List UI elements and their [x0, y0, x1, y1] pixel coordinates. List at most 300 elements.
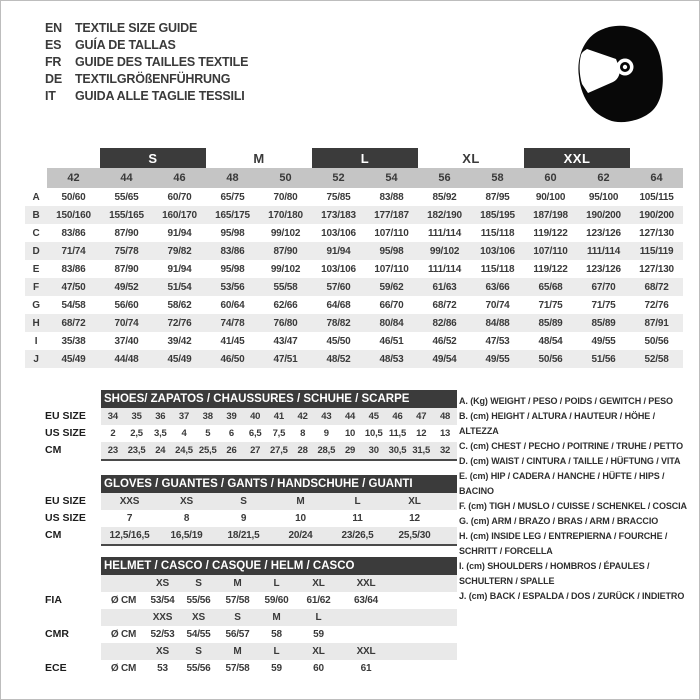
value-cell: 44/48: [114, 353, 139, 365]
value-cell: 12: [409, 513, 420, 524]
filler-cell: [443, 527, 457, 545]
size-row: [101, 408, 457, 425]
value-cell: 59/62: [379, 281, 404, 293]
value-cell: 187/198: [533, 209, 568, 221]
value-cell: 23,5: [127, 445, 146, 456]
row-label-cell: E: [32, 263, 40, 275]
size-group-spacer: [630, 148, 683, 168]
size-group-row: [25, 148, 683, 168]
size-cell: M: [272, 612, 281, 623]
value-cell: 39: [226, 411, 237, 422]
value-cell: 35: [131, 411, 142, 422]
size-group-m: M: [253, 150, 265, 166]
value-cell: 47/50: [61, 281, 86, 293]
row-label-cell: C: [32, 227, 40, 239]
value-cell: 85/89: [591, 317, 616, 329]
value-cell: 87/95: [485, 191, 510, 203]
size-cell: 42: [47, 168, 100, 188]
value-cell: 4: [181, 428, 187, 439]
value-cell: 72/76: [644, 299, 669, 311]
value-cell: 75/85: [326, 191, 351, 203]
value-cell: 90/100: [535, 191, 566, 203]
value-cell: 45/50: [326, 335, 351, 347]
value-cell: 9: [323, 428, 329, 439]
value-cell: 47: [416, 411, 427, 422]
value-cell: 11: [352, 513, 363, 524]
value-cell: 99/102: [270, 227, 301, 239]
value-cell: 31,5: [412, 445, 431, 456]
value-cell: 127/130: [639, 227, 674, 239]
legend-item: E. (cm) HIP / CADERA / HANCHE / HÜFTE / HIPS / BACINO: [459, 471, 665, 496]
shoes-row-label: EU SIZE: [45, 410, 86, 422]
value-cell: 12: [416, 428, 427, 439]
helmet-value-row: [101, 660, 457, 677]
size-cell: 58: [471, 168, 524, 188]
value-cell: 49/55: [485, 353, 510, 365]
shoes-row-label: CM: [45, 444, 62, 456]
value-cell: XXS: [119, 496, 140, 507]
value-cell: 48/54: [538, 335, 563, 347]
measurement-row: [25, 332, 683, 350]
value-cell: M: [296, 496, 305, 507]
size-cell: [341, 609, 391, 626]
value-cell: 27,5: [270, 445, 288, 456]
helmet-standard-label: ECE: [45, 662, 67, 674]
value-cell: 155/165: [109, 209, 144, 221]
value-cell: 190/200: [639, 209, 674, 221]
value-cell: 111/114: [586, 245, 621, 257]
value-cell: L: [354, 496, 361, 507]
language-code: FR: [45, 55, 62, 69]
value-cell: 43/47: [273, 335, 298, 347]
value-cell: 28,5: [317, 445, 336, 456]
value-cell: 95/98: [220, 263, 245, 275]
legend-item: D. (cm) WAIST / CINTURA / TAILLE / HÜFTUNG / VITA: [459, 456, 681, 466]
table-title-row: [101, 390, 457, 408]
helmet-value-row: [101, 626, 457, 643]
value-cell: 9: [240, 513, 247, 524]
filler-cell: [443, 493, 457, 510]
size-group-s: S: [100, 148, 206, 168]
row-label-cell: G: [32, 299, 40, 311]
value-cell: 115/118: [480, 263, 515, 275]
value-cell: 59: [271, 663, 282, 674]
gloves-row-label: EU SIZE: [45, 495, 86, 507]
value-cell: 49/52: [114, 281, 139, 293]
value-cell: 46: [392, 411, 403, 422]
table-title: GLOVES / GUANTES / GANTS / HANDSCHUHE / GUANTI: [101, 475, 457, 493]
value-cell: 51/56: [591, 353, 616, 365]
value-cell: 66/70: [379, 299, 404, 311]
value-cell: 91/94: [167, 227, 192, 239]
value-cell: 16,5/19: [170, 530, 203, 541]
size-cell: XXS: [152, 612, 173, 623]
value-cell: 34: [107, 411, 118, 422]
value-cell: 74/78: [220, 317, 245, 329]
value-cell: 13: [439, 428, 451, 439]
size-cell: XS: [156, 646, 169, 657]
value-cell: 57/58: [225, 663, 250, 674]
measurement-row: [25, 350, 683, 368]
value-cell: 103/106: [321, 227, 356, 239]
value-cell: 65/68: [538, 281, 563, 293]
helmet-size-row: [101, 643, 457, 660]
value-cell: 85/89: [538, 317, 563, 329]
value-cell: 64/68: [326, 299, 351, 311]
value-cell: 11,5: [388, 428, 407, 439]
value-cell: 71/75: [591, 299, 616, 311]
measurement-row: [25, 206, 683, 224]
value-cell: 41/45: [220, 335, 245, 347]
value-cell: 103/106: [480, 245, 515, 257]
value-cell: 58/62: [167, 299, 192, 311]
value-cell: 25,5: [198, 445, 217, 456]
value-cell: 23/26,5: [341, 530, 374, 541]
value-cell: 36: [155, 411, 166, 422]
value-cell: 41: [273, 411, 284, 422]
value-cell: 83/86: [61, 263, 86, 275]
filler-cell: [391, 592, 457, 609]
filler-cell: [101, 609, 146, 626]
value-cell: 27: [250, 445, 261, 456]
measurement-row: [25, 260, 683, 278]
value-cell: 45/49: [61, 353, 86, 365]
value-cell: 53/56: [220, 281, 245, 293]
size-row: [101, 442, 457, 460]
legend-item: I. (cm) SHOULDERS / HOMBROS / ÉPAULES / SCHULTERN / SPALLE: [459, 561, 650, 586]
legend-item: A. (Kg) WEIGHT / PESO / POIDS / GEWITCH / PESO: [459, 396, 673, 406]
value-cell: 99/102: [429, 245, 460, 257]
language-list: [45, 20, 248, 105]
row-label-cell: A: [32, 191, 40, 203]
row-label-cell: B: [32, 209, 40, 221]
value-cell: 68/72: [644, 281, 669, 293]
value-cell: 54/58: [61, 299, 86, 311]
value-cell: 80/84: [379, 317, 404, 329]
value-cell: 63/66: [485, 281, 510, 293]
value-cell: 56/57: [225, 629, 250, 640]
value-cell: 45: [368, 411, 379, 422]
value-cell: 111/114: [427, 263, 462, 275]
table-title-row: [101, 557, 457, 575]
value-cell: 87/90: [273, 245, 298, 257]
value-cell: 7: [126, 513, 133, 524]
size-cell: L: [315, 612, 322, 623]
language-row: [45, 88, 248, 105]
size-cell: 60: [524, 168, 577, 188]
filler-cell: [101, 575, 146, 592]
diameter-cm-label: Ø CM: [110, 663, 137, 674]
filler-cell: [391, 626, 457, 643]
value-cell: S: [240, 496, 247, 507]
value-cell: 52/58: [644, 353, 669, 365]
value-cell: 61: [360, 663, 372, 674]
size-row: [101, 527, 457, 545]
size-cell: 50: [259, 168, 312, 188]
size-cell: S: [234, 612, 241, 623]
value-cell: 24,5: [175, 445, 193, 456]
size-cell: 62: [577, 168, 630, 188]
value-cell: 79/82: [167, 245, 192, 257]
size-cell: M: [233, 646, 242, 657]
value-cell: 115/118: [480, 227, 515, 239]
legend-item: C. (cm) CHEST / PECHO / POITRINE / TRUHE / PETTO: [459, 441, 684, 451]
value-cell: 55/56: [186, 595, 211, 606]
value-cell: 63/64: [353, 595, 379, 606]
size-row: [101, 493, 457, 510]
value-cell: 170/180: [268, 209, 303, 221]
helmet-size-row: [101, 609, 457, 626]
language-code: ES: [45, 38, 62, 52]
size-cell: S: [195, 646, 202, 657]
language-label: GUIDE DES TAILLES TEXTILE: [75, 55, 249, 69]
value-cell: 107/110: [374, 227, 409, 239]
measurement-row: [25, 296, 683, 314]
shoes-size-table: [101, 390, 457, 461]
language-label: GUÍA DE TALLAS: [75, 38, 176, 52]
value-cell: 57/60: [326, 281, 351, 293]
value-cell: 20/24: [288, 530, 313, 541]
value-cell: 32: [439, 445, 451, 456]
size-cell: 64: [630, 168, 683, 188]
size-cell: S: [195, 578, 202, 589]
helmet-standard-label: CMR: [45, 628, 69, 640]
value-cell: 29: [344, 445, 356, 456]
spacer-cell: [25, 148, 47, 168]
language-label: TEXTILGRÖßENFÜHRUNG: [75, 72, 231, 86]
value-cell: 68/72: [432, 299, 457, 311]
value-cell: 127/130: [639, 263, 674, 275]
measurement-legend: [459, 394, 695, 604]
size-group-xl: XL: [462, 150, 480, 166]
value-cell: 48: [439, 411, 451, 422]
value-cell: 119/122: [533, 227, 568, 239]
value-cell: 8: [183, 513, 190, 524]
value-cell: 87/90: [114, 227, 139, 239]
value-cell: 68/72: [61, 317, 86, 329]
value-cell: 91/94: [326, 245, 351, 257]
language-row: [45, 37, 248, 54]
value-cell: 103/106: [321, 263, 356, 275]
value-cell: 10: [295, 513, 306, 524]
size-row: [101, 425, 457, 442]
value-cell: 107/110: [374, 263, 409, 275]
value-cell: 123/126: [586, 227, 621, 239]
language-code: DE: [45, 72, 62, 86]
value-cell: 71/74: [61, 245, 86, 257]
legend-item: H. (cm) INSIDE LEG / ENTREPIERNA / FOURCHE / SCHRITT / FORCELLA: [459, 531, 668, 556]
value-cell: 82/86: [432, 317, 457, 329]
value-cell: 39/42: [167, 335, 192, 347]
value-cell: 6,5: [248, 428, 262, 439]
diameter-cm-label: Ø CM: [110, 595, 137, 606]
filler-cell: [391, 575, 457, 592]
legend-item: J. (cm) BACK / ESPALDA / DOS / ZURÜCK / INDIETRO: [459, 591, 685, 601]
row-label-cell: J: [33, 353, 39, 365]
measurement-row: [25, 188, 683, 206]
language-row: [45, 54, 248, 71]
helmet-value-row: [101, 592, 457, 609]
size-cell: 44: [100, 168, 153, 188]
value-cell: 58: [271, 629, 282, 640]
legend-item: B. (cm) HEIGHT / ALTURA / HAUTEUR / HÖHE / ALTEZZA: [459, 411, 655, 436]
value-cell: 42: [297, 411, 308, 422]
value-cell: 59/60: [264, 595, 289, 606]
value-cell: 59: [313, 629, 324, 640]
language-label: GUIDA ALLE TAGLIE TESSILI: [75, 89, 245, 103]
value-cell: 56/60: [114, 299, 139, 311]
diameter-cm-label: Ø CM: [110, 629, 137, 640]
value-cell: 72/76: [167, 317, 192, 329]
size-number-row: [25, 168, 683, 188]
value-cell: 46/51: [379, 335, 404, 347]
value-cell: 62/66: [273, 299, 298, 311]
size-group-spacer: [47, 148, 100, 168]
value-cell: 38: [202, 411, 213, 422]
value-cell: 75/78: [114, 245, 139, 257]
measurement-row: [25, 314, 683, 332]
value-cell: 7,5: [272, 428, 286, 439]
value-cell: 123/126: [586, 263, 621, 275]
value-cell: 49/54: [432, 353, 457, 365]
value-cell: 95/98: [379, 245, 404, 257]
value-cell: 150/160: [56, 209, 91, 221]
value-cell: 60: [313, 663, 324, 674]
legend-item: F. (cm) TIGH / MUSLO / CUISSE / SCHENKEL / COSCIA: [459, 501, 687, 511]
value-cell: 111/114: [427, 227, 462, 239]
value-cell: [341, 626, 391, 643]
language-code: IT: [45, 89, 56, 103]
value-cell: 83/88: [379, 191, 404, 203]
value-cell: 99/102: [270, 263, 301, 275]
value-cell: 84/88: [485, 317, 510, 329]
value-cell: 70/80: [273, 191, 298, 203]
value-cell: 25,5/30: [398, 530, 431, 541]
table-title: SHOES/ ZAPATOS / CHAUSSURES / SCHUHE / SCARPE: [101, 390, 457, 408]
value-cell: 182/190: [427, 209, 462, 221]
gloves-row-label: CM: [45, 529, 62, 541]
value-cell: 173/183: [321, 209, 356, 221]
value-cell: 55/56: [186, 663, 211, 674]
value-cell: 91/94: [167, 263, 192, 275]
value-cell: 165/175: [215, 209, 250, 221]
row-label-cell: I: [34, 335, 38, 347]
value-cell: 61/63: [432, 281, 457, 293]
value-cell: 50/60: [61, 191, 86, 203]
value-cell: 52/53: [150, 629, 175, 640]
value-cell: 95/98: [220, 227, 245, 239]
helmet-standard-label: FIA: [45, 594, 62, 606]
value-cell: 23: [107, 445, 118, 456]
value-cell: 37/40: [114, 335, 139, 347]
spacer-cell: [25, 168, 47, 188]
value-cell: 2: [110, 428, 116, 439]
value-cell: 10,5: [364, 428, 383, 439]
row-label-cell: D: [32, 245, 40, 257]
value-cell: 55/58: [273, 281, 298, 293]
size-cell: L: [273, 646, 280, 657]
language-row: [45, 71, 248, 88]
language-label: TEXTILE SIZE GUIDE: [75, 21, 198, 35]
value-cell: 185/195: [480, 209, 515, 221]
value-cell: 83/86: [220, 245, 245, 257]
value-cell: 76/80: [273, 317, 298, 329]
size-cell: XS: [192, 612, 205, 623]
racing-helmet-icon: [569, 21, 669, 133]
filler-cell: [101, 643, 146, 660]
textile-size-table: [25, 148, 683, 368]
value-cell: 54/55: [186, 629, 211, 640]
size-cell: 56: [418, 168, 471, 188]
value-cell: 40: [250, 411, 261, 422]
value-cell: 18/21,5: [227, 530, 260, 541]
value-cell: 95/100: [588, 191, 619, 203]
value-cell: 35/38: [61, 335, 86, 347]
size-cell: XS: [156, 578, 169, 589]
size-cell: 48: [206, 168, 259, 188]
value-cell: 44: [344, 411, 356, 422]
measurement-row: [25, 278, 683, 296]
value-cell: 87/90: [114, 263, 139, 275]
value-cell: 46/52: [432, 335, 457, 347]
shoes-row-label: US SIZE: [45, 427, 86, 439]
value-cell: 55/65: [114, 191, 139, 203]
value-cell: 70/74: [114, 317, 139, 329]
value-cell: 190/200: [586, 209, 621, 221]
value-cell: 115/119: [639, 245, 674, 257]
language-row: [45, 20, 248, 37]
measurement-row: [25, 224, 683, 242]
filler-cell: [391, 609, 457, 626]
value-cell: 6: [228, 428, 234, 439]
gloves-size-table: [101, 475, 457, 546]
value-cell: 53/54: [150, 595, 175, 606]
size-cell: 52: [312, 168, 365, 188]
value-cell: 37: [178, 411, 190, 422]
row-label-cell: H: [32, 317, 40, 329]
value-cell: 119/122: [533, 263, 568, 275]
size-cell: XL: [312, 578, 325, 589]
size-cell: L: [273, 578, 280, 589]
value-cell: 2,5: [130, 428, 143, 439]
value-cell: 8: [300, 428, 306, 439]
value-cell: 30: [368, 445, 379, 456]
filler-cell: [443, 510, 457, 527]
value-cell: 28: [297, 445, 308, 456]
value-cell: 105/115: [639, 191, 674, 203]
size-cell: M: [233, 578, 242, 589]
row-label-cell: F: [33, 281, 39, 293]
value-cell: 46/50: [220, 353, 245, 365]
size-group-xxl: XXL: [524, 148, 630, 168]
table-title-row: [101, 475, 457, 493]
size-group-l: L: [312, 148, 418, 168]
value-cell: 43: [321, 411, 332, 422]
size-row: [101, 510, 457, 527]
value-cell: 50/56: [538, 353, 563, 365]
value-cell: 85/92: [432, 191, 457, 203]
value-cell: 24: [155, 445, 166, 456]
value-cell: 49/55: [591, 335, 616, 347]
language-code: EN: [45, 21, 62, 35]
size-cell: XXL: [356, 578, 376, 589]
value-cell: 26: [226, 445, 237, 456]
value-cell: 67/70: [591, 281, 616, 293]
value-cell: 53: [157, 663, 168, 674]
value-cell: 10: [344, 428, 356, 439]
value-cell: 177/187: [374, 209, 409, 221]
value-cell: XL: [408, 496, 421, 507]
